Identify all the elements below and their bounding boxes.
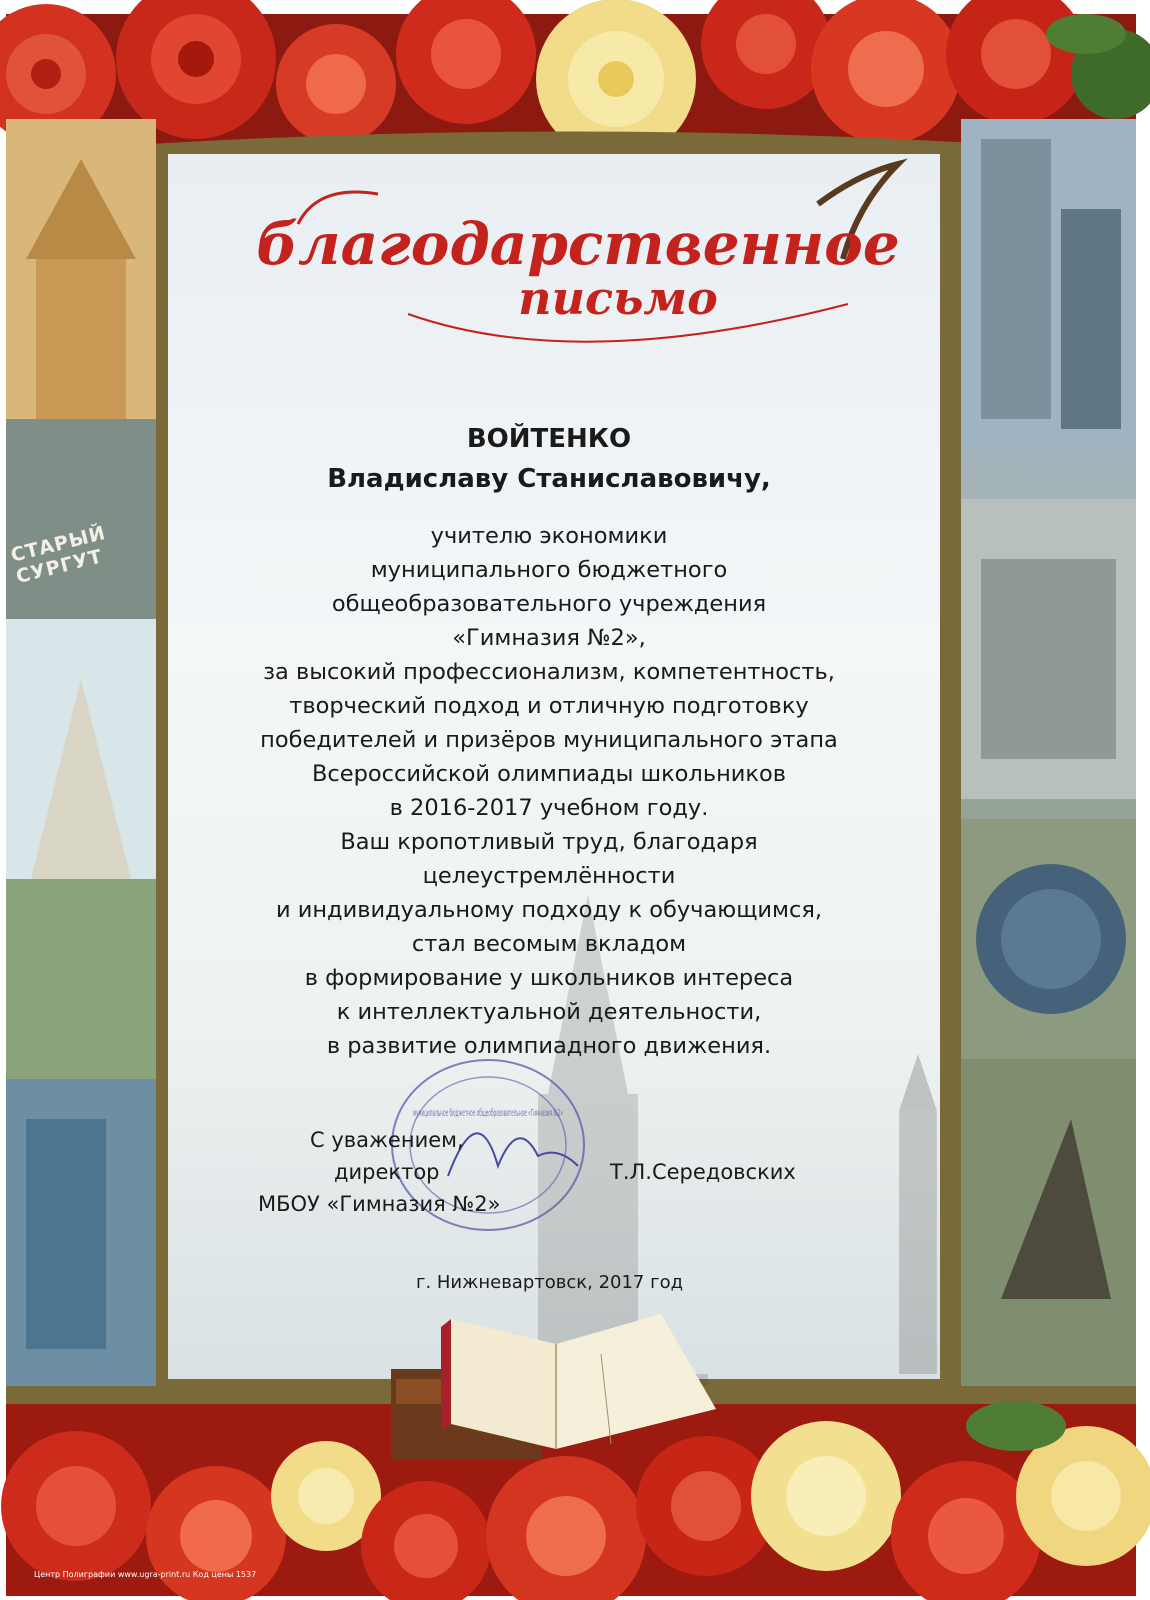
left-photo-strip bbox=[6, 119, 156, 1406]
heading-title bbox=[256, 164, 900, 354]
certificate-sheet bbox=[6, 14, 1136, 1596]
recipient-block bbox=[158, 419, 940, 499]
regards-label: С уважением, bbox=[310, 1128, 464, 1152]
recipient-name: Владиславу Станиславовичу, bbox=[327, 464, 771, 494]
right-photo-strip bbox=[961, 119, 1136, 1406]
body-line: к интеллектуальной деятельности, bbox=[336, 999, 762, 1025]
body-line: муниципального бюджетного bbox=[370, 557, 728, 583]
letter-body bbox=[158, 519, 940, 1063]
body-line: в формирование у школьников интереса bbox=[304, 965, 794, 991]
left-photo-collage bbox=[6, 119, 156, 1409]
body-line: стал весомым вкладом bbox=[411, 931, 687, 957]
signer-position: директор bbox=[334, 1160, 440, 1184]
open-book-icon bbox=[371, 1309, 741, 1469]
printer-footer: Центр Полиграфии www.ugra-print.ru Код цены 1537 bbox=[34, 1570, 257, 1579]
body-line: в развитие олимпиадного движения. bbox=[326, 1033, 772, 1059]
body-line: целеустремлённости bbox=[422, 863, 676, 889]
body-line: творческий подход и отличную подготовку bbox=[289, 693, 809, 719]
signer-organization: МБОУ «Гимназия №2» bbox=[258, 1192, 501, 1216]
body-line: Ваш кропотливый труд, благодаря bbox=[340, 829, 758, 855]
stamp-text: муниципальное бюджетное общеобразовательное «Гимназия №2» bbox=[413, 1108, 563, 1119]
side-sign: СТАРЫЙ СУРГУТ bbox=[8, 521, 109, 589]
recipient-surname: ВОЙТЕНКО bbox=[466, 424, 632, 454]
signature-scribble bbox=[448, 1133, 578, 1176]
signer-name: Т.Л.Середовских bbox=[610, 1160, 796, 1184]
body-line: общеобразовательного учреждения bbox=[331, 591, 767, 617]
body-line: учителю экономики bbox=[430, 523, 668, 549]
body-line: и индивидуальному подходу к обучающимся, bbox=[275, 897, 823, 923]
body-line: победителей и призёров муниципального этапа bbox=[260, 727, 838, 753]
body-line: Всероссийской олимпиады школьников bbox=[311, 761, 787, 787]
heading-line-1: благодарственное bbox=[256, 210, 900, 278]
place-date: г. Нижневартовск, 2017 год bbox=[416, 1272, 684, 1293]
heading-line-2: письмо bbox=[518, 271, 718, 325]
tower-watermark bbox=[888, 1054, 948, 1374]
letter-panel bbox=[168, 154, 940, 1379]
body-line: «Гимназия №2», bbox=[452, 625, 646, 651]
body-line: за высокий профессионализм, компетентность, bbox=[263, 659, 835, 685]
right-photo-collage bbox=[961, 119, 1136, 1409]
body-line: в 2016-2017 учебном году. bbox=[389, 795, 709, 821]
